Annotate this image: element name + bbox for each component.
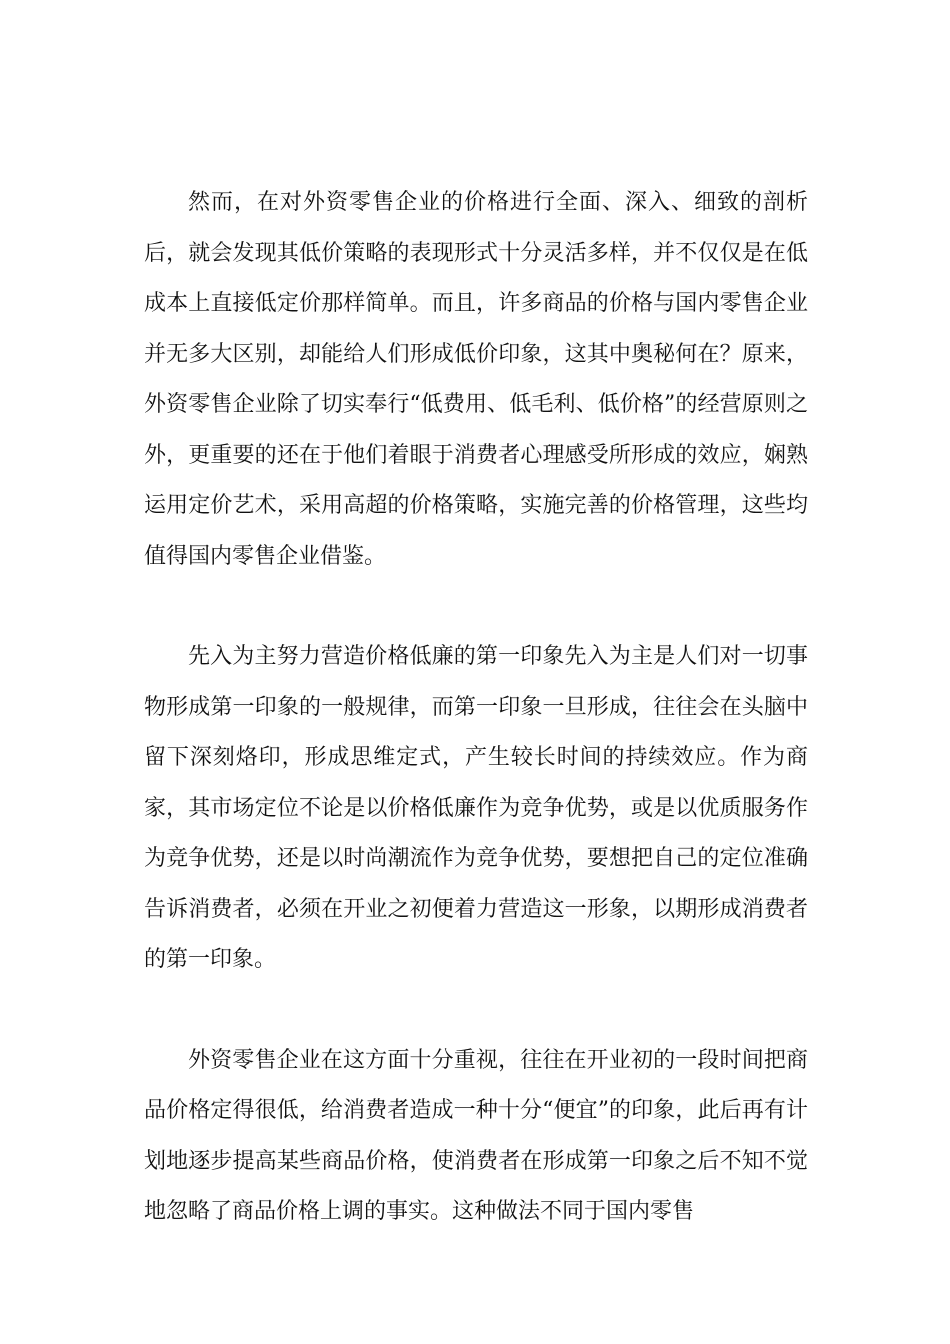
document-body xyxy=(144,178,808,1238)
paragraph-2: 先入为主努力营造价格低廉的第一印象先入为主是人们对一切事物形成第一印象的一般规律，而第一印象一旦形成，往往会在头脑中留下深刻烙印，形成思维定式，产生较长时间的持续效应。作为商家，其市场定位不论是以价格低廉作为竞争优势，或是以优质服务作为竞争优势，还是以时尚潮流作为竞争优势，要想把自己的定位准确告诉消费者，必须在开业之初便着力营造这一形象，以期形成消费者的第一印象。 xyxy=(144,644,808,972)
paragraph-1: 然而，在对外资零售企业的价格进行全面、深入、细致的剖析后，就会发现其低价策略的表现形式十分灵活多样，并不仅仅是在低成本上直接低定价那样简单。而且，许多商品的价格与国内零售企业并无多大区别，却能给人们形成低价印象，这其中奥秘何在？原来，外资零售企业除了切实奉行“低费用、低毛利、低价格”的经营原则之外，更重要的还在于他们着眼于消费者心理感受所形成的效应，娴熟运用定价艺术，采用高超的价格策略，实施完善的价格管理，这些均值得国内零售企业借鉴。 xyxy=(144,190,808,569)
paragraph-3: 外资零售企业在这方面十分重视，往往在开业初的一段时间把商品价格定得很低，给消费者造成一种十分“便宜”的印象，此后再有计划地逐步提高某些商品价格，使消费者在形成第一印象之后不知不觉地忽略了商品价格上调的事实。这种做法不同于国内零售 xyxy=(144,1047,808,1224)
